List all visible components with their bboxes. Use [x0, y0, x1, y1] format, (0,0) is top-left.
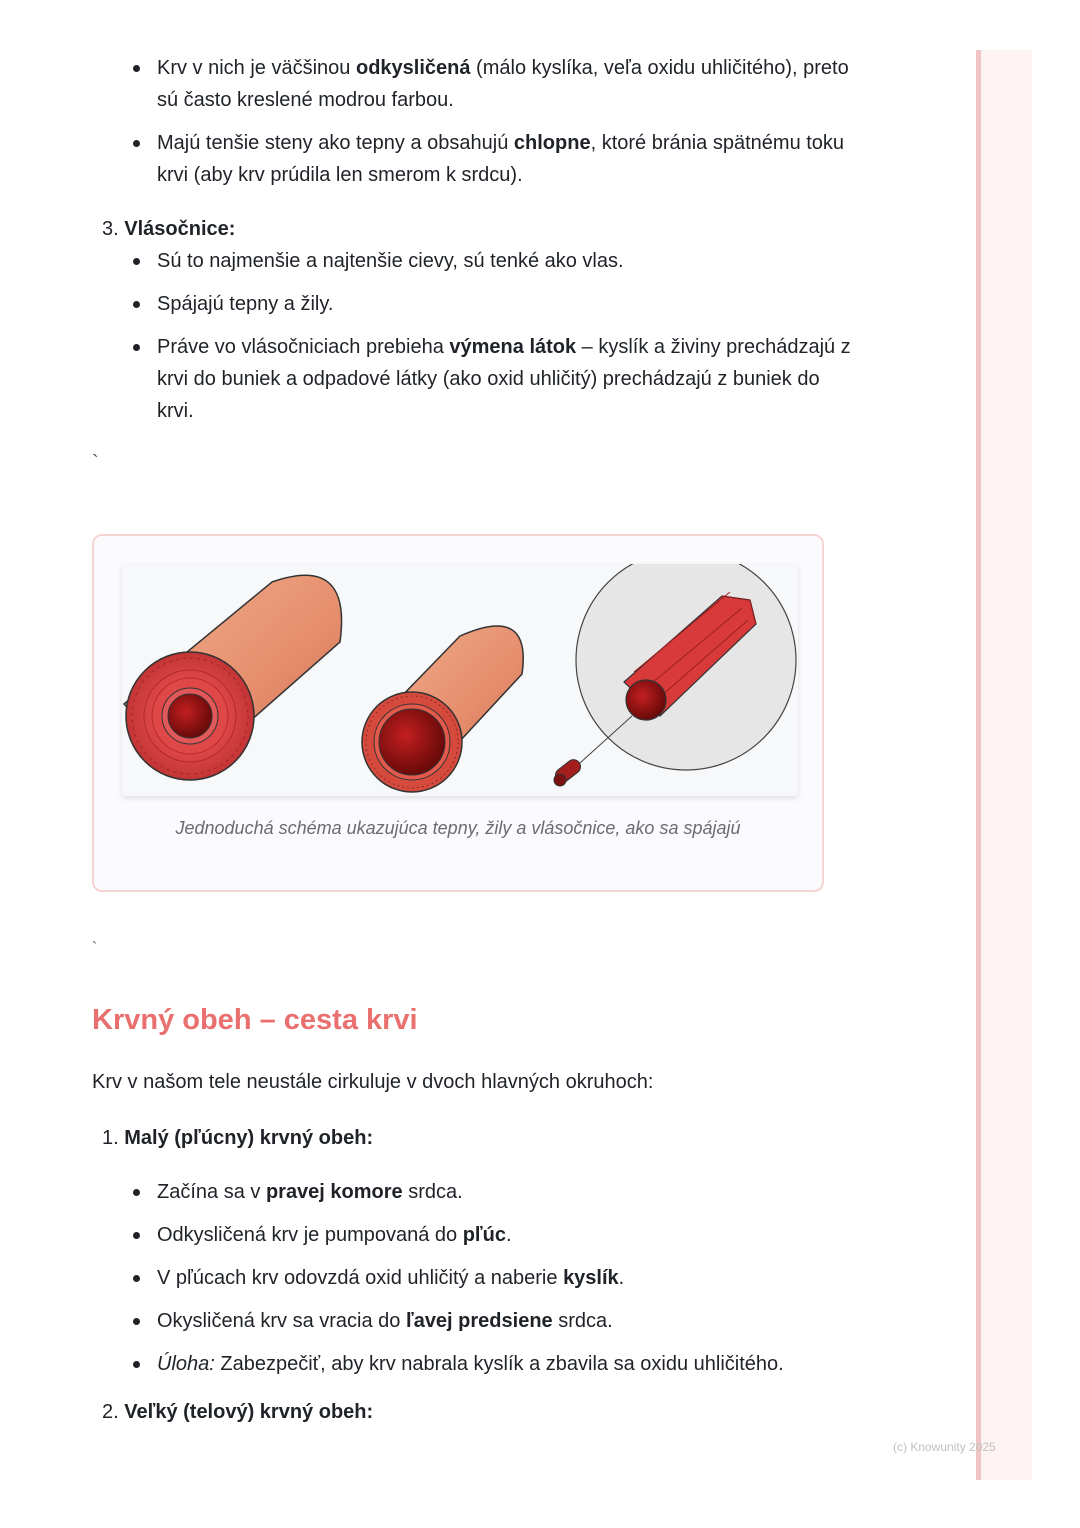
list-item: Sú to najmenšie a najtenšie cievy, sú tenké ako vlas. — [92, 245, 852, 277]
main-content — [92, 52, 852, 474]
list-item: Odkysličená krv je pumpovaná do pľúc. — [92, 1219, 852, 1251]
veins-bullet-list — [92, 52, 852, 191]
vein-drawing — [362, 626, 523, 792]
capillaries-bullet-list — [92, 245, 852, 427]
list-item: Okysličená krv sa vracia do ľavej predsiene srdca. — [92, 1305, 852, 1337]
list-item: Majú tenšie steny ako tepny a obsahujú chlopne, ktoré bránia spätnému toku krvi (aby krv prúdila len smerom k srdcu). — [92, 127, 852, 191]
vessels-svg — [122, 564, 798, 796]
list-item: Práve vo vlásočniciach prebieha výmena látok – kyslík a živiny prechádzajú z krvi do buniek a odpadové látky (ako oxid uhličitý) prechádzajú z buniek do krvi. — [92, 331, 852, 427]
numbered-item-pulmonary: 1. Malý (pľúcny) krvný obeh: — [102, 1127, 374, 1149]
list-item: Začína sa v pravej komore srdca. — [92, 1176, 852, 1208]
list-item: Spájajú tepny a žily. — [92, 288, 852, 320]
copyright-notice: (c) Knowunity 2025 — [893, 1440, 996, 1454]
circulation-section — [92, 1066, 852, 1428]
artery-drawing — [124, 575, 342, 780]
figure-box — [92, 534, 824, 892]
numbered-item-systemic: 2. Veľký (telový) krvný obeh: — [102, 1401, 374, 1423]
stray-backtick: ` — [92, 452, 99, 474]
stray-backtick: ` — [92, 940, 98, 957]
figure-caption: Jednoduchá schéma ukazujúca tepny, žily a vlásočnice, ako sa spájajú — [175, 818, 741, 838]
pulmonary-bullet-list — [92, 1176, 852, 1380]
blood-vessels-illustration — [122, 564, 798, 796]
section-intro: Krv v našom tele neustále cirkuluje v dvoch hlavných okruhoch: — [92, 1071, 654, 1093]
list-item: V pľúcach krv odovzdá oxid uhličitý a naberie kyslík. — [92, 1262, 852, 1294]
right-margin-bar — [976, 50, 1032, 1480]
capillary-drawing — [553, 564, 796, 786]
section-heading: Krvný obeh – cesta krvi — [92, 1004, 418, 1036]
numbered-item-capillaries: 3. Vlásočnice: — [102, 218, 236, 240]
list-item: Krv v nich je väčšinou odkysličená (málo kyslíka, veľa oxidu uhličitého), preto sú často kreslené modrou farbou. — [92, 52, 852, 116]
list-item: Úloha: Zabezpečiť, aby krv nabrala kyslík a zbavila sa oxidu uhličitého. — [92, 1348, 852, 1380]
